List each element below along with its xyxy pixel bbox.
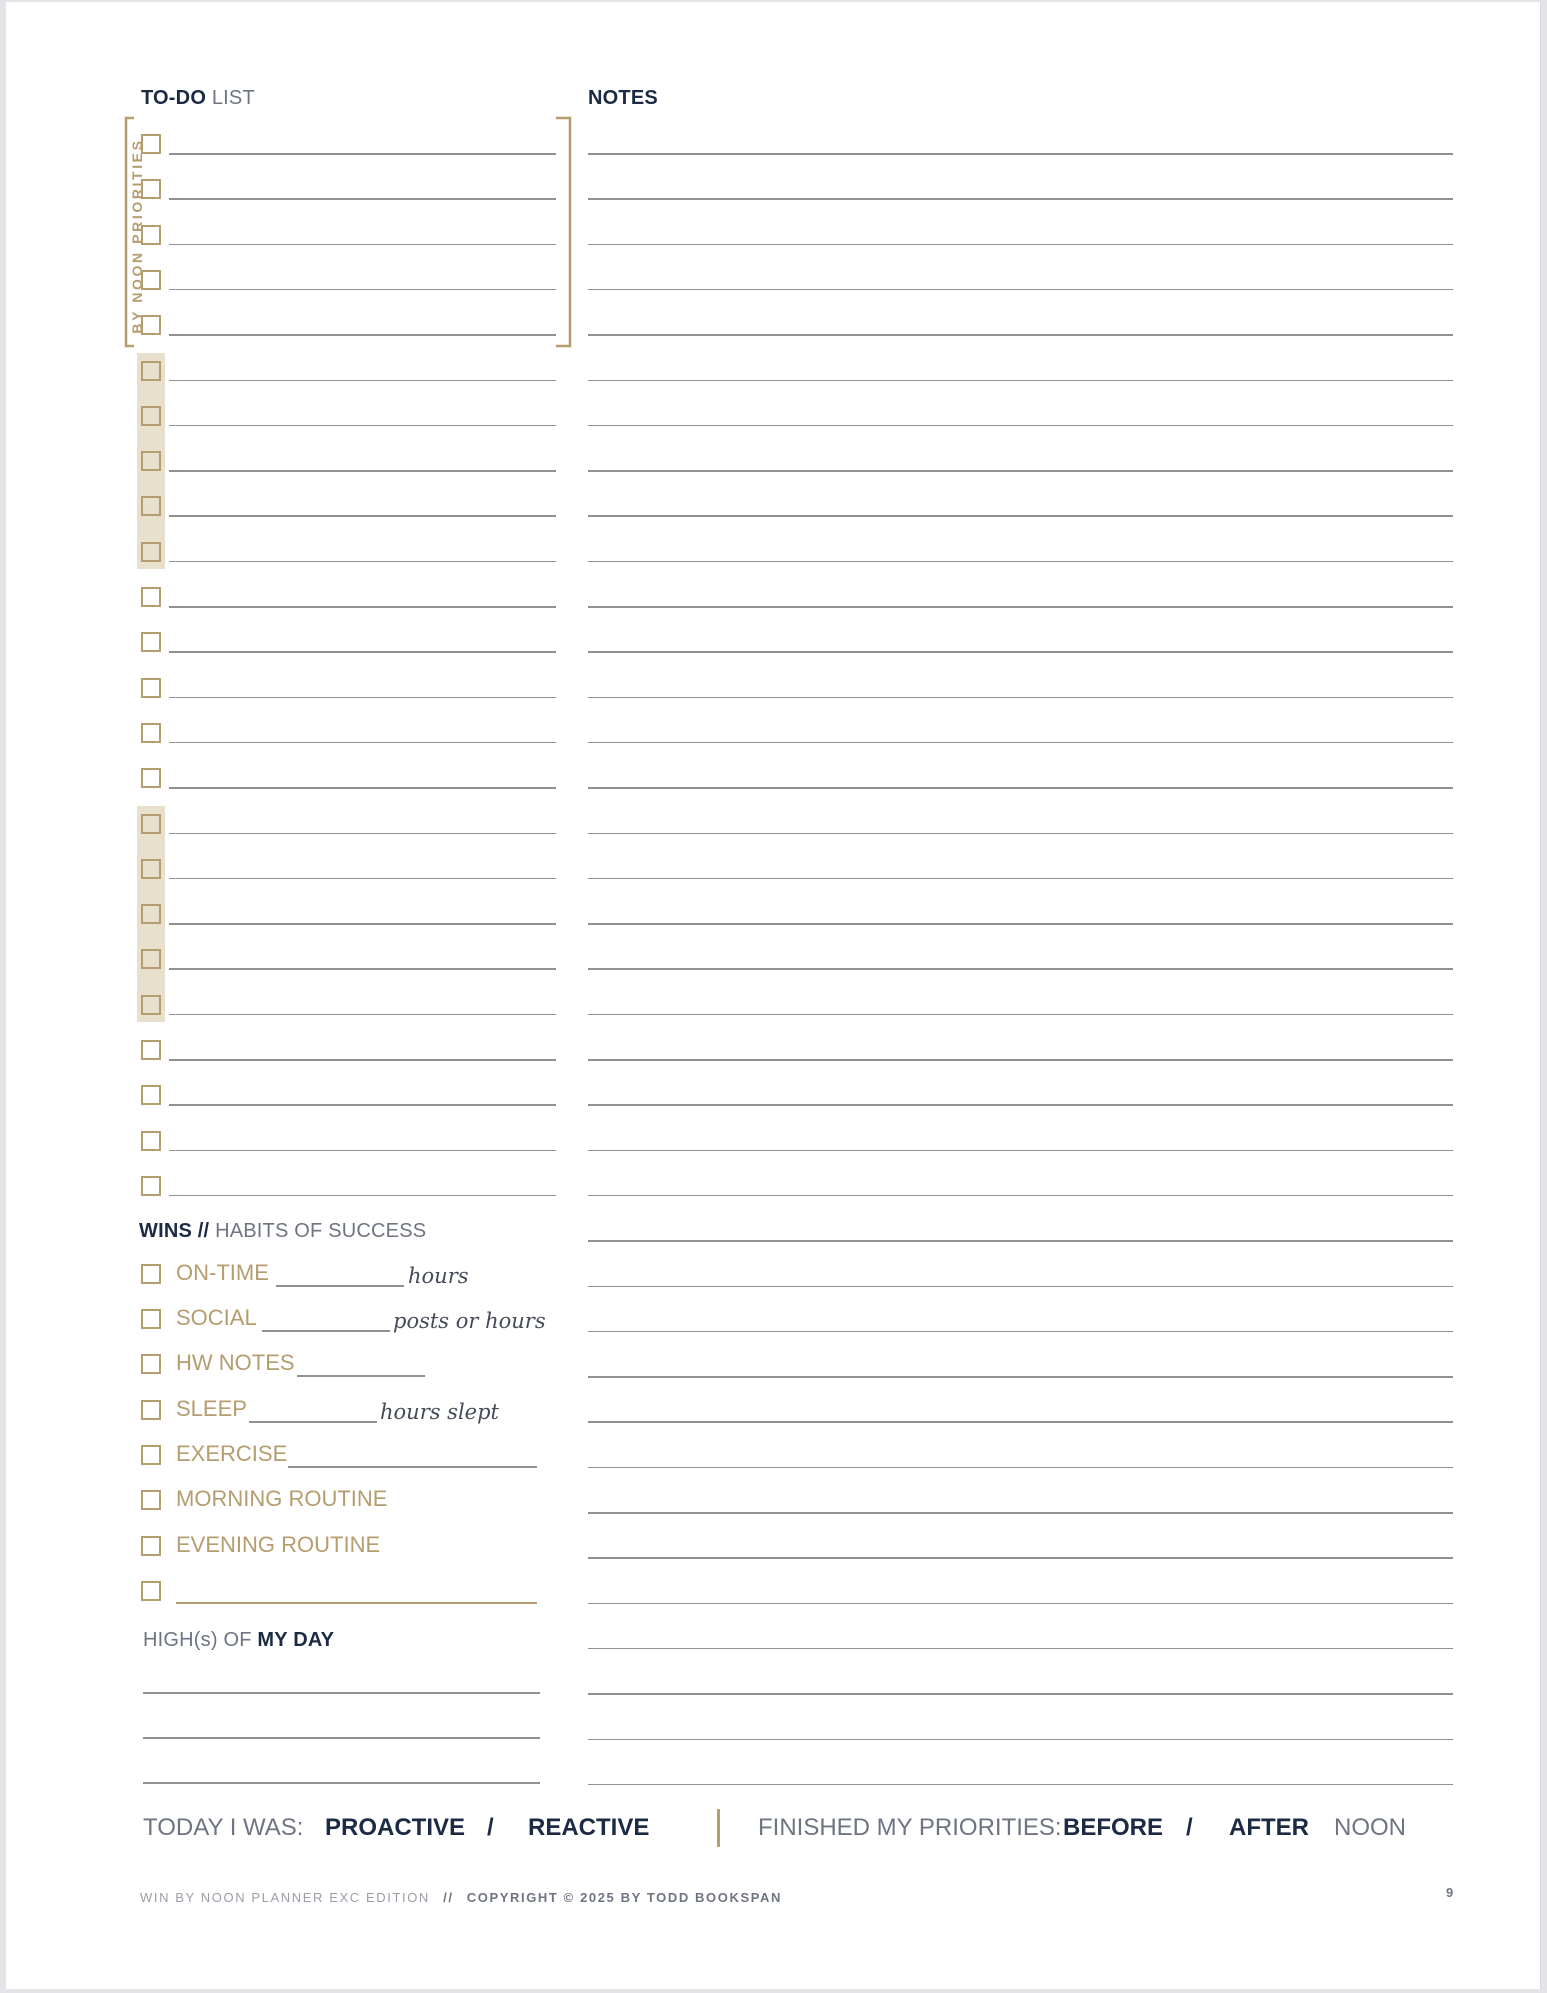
highs-line[interactable] xyxy=(143,1692,540,1694)
habit-label-hw-notes: HW NOTES xyxy=(176,1350,295,1375)
notes-line[interactable] xyxy=(588,1014,1453,1016)
todo-line[interactable] xyxy=(169,742,556,744)
notes-heading-text: NOTES xyxy=(588,87,658,109)
today-i-was-label: TODAY I WAS: xyxy=(143,1814,304,1841)
todo-line[interactable] xyxy=(169,878,556,880)
todo-checkbox[interactable] xyxy=(141,1131,161,1151)
habit-checkbox-custom[interactable] xyxy=(141,1581,161,1601)
habit-unit-sleep: hours slept xyxy=(380,1400,499,1424)
after-option[interactable]: AFTER xyxy=(1229,1814,1309,1841)
todo-line[interactable] xyxy=(169,244,556,246)
todo-line[interactable] xyxy=(169,289,556,291)
highs-heading-bold: MY DAY xyxy=(257,1629,335,1651)
highs-heading xyxy=(143,1629,334,1652)
notes-line[interactable] xyxy=(588,1784,1453,1786)
todo-line[interactable] xyxy=(169,968,556,970)
highs-heading-light: HIGH(s) OF xyxy=(143,1629,252,1651)
todo-checkbox[interactable] xyxy=(141,134,161,154)
reactive-option[interactable]: REACTIVE xyxy=(528,1814,650,1841)
notes-line[interactable] xyxy=(588,968,1453,970)
before-option[interactable]: BEFORE xyxy=(1063,1814,1164,1841)
notes-line[interactable] xyxy=(588,742,1453,744)
todo-line[interactable] xyxy=(169,606,556,608)
notes-line[interactable] xyxy=(588,1104,1453,1106)
notes-line[interactable] xyxy=(588,1739,1453,1741)
todo-checkbox[interactable] xyxy=(141,587,161,607)
habit-input-line-exercise[interactable] xyxy=(288,1466,537,1468)
todo-checkbox[interactable] xyxy=(141,904,161,924)
todo-checkbox[interactable] xyxy=(141,678,161,698)
notes-line[interactable] xyxy=(588,1648,1453,1650)
notes-line[interactable] xyxy=(588,923,1453,925)
habit-checkbox-evening-routine[interactable] xyxy=(141,1536,161,1556)
edition-text: WIN BY NOON PLANNER EXC EDITION xyxy=(140,1890,430,1905)
todo-checkbox[interactable] xyxy=(141,315,161,335)
highs-line[interactable] xyxy=(143,1737,540,1739)
notes-line[interactable] xyxy=(588,561,1453,563)
notes-line[interactable] xyxy=(588,1376,1453,1378)
wins-heading-separator: // xyxy=(197,1220,210,1242)
notes-line[interactable] xyxy=(588,198,1453,200)
todo-checkbox[interactable] xyxy=(141,496,161,516)
todo-line[interactable] xyxy=(169,787,556,789)
notes-line[interactable] xyxy=(588,1286,1453,1288)
todo-checkbox[interactable] xyxy=(141,179,161,199)
habit-custom-input-line[interactable] xyxy=(176,1602,537,1604)
todo-line[interactable] xyxy=(169,1195,556,1197)
notes-line[interactable] xyxy=(588,651,1453,653)
todo-line[interactable] xyxy=(169,1150,556,1152)
noon-label: NOON xyxy=(1334,1814,1406,1841)
habit-input-line-hw-notes[interactable] xyxy=(297,1375,425,1377)
notes-line[interactable] xyxy=(588,334,1453,336)
todo-line[interactable] xyxy=(169,1059,556,1061)
todo-heading-bold: TO-DO xyxy=(141,87,207,109)
todo-checkbox[interactable] xyxy=(141,632,161,652)
habit-checkbox-exercise[interactable] xyxy=(141,1445,161,1465)
notes-line[interactable] xyxy=(588,289,1453,291)
habit-input-line-social[interactable] xyxy=(262,1330,390,1332)
notes-line[interactable] xyxy=(588,1603,1453,1605)
notes-line[interactable] xyxy=(588,1150,1453,1152)
todo-checkbox[interactable] xyxy=(141,723,161,743)
notes-line[interactable] xyxy=(588,1512,1453,1514)
copyright-text: COPYRIGHT © 2025 BY TODD BOOKSPAN xyxy=(466,1890,782,1905)
highs-line[interactable] xyxy=(143,1782,540,1784)
todo-heading xyxy=(141,87,255,110)
notes-heading xyxy=(588,87,658,110)
notes-line[interactable] xyxy=(588,515,1453,517)
proactive-option[interactable]: PROACTIVE xyxy=(325,1814,466,1841)
notes-line[interactable] xyxy=(588,425,1453,427)
notes-line[interactable] xyxy=(588,1693,1453,1695)
notes-line[interactable] xyxy=(588,1421,1453,1423)
todo-line[interactable] xyxy=(169,561,556,563)
wins-heading xyxy=(139,1220,426,1243)
todo-line[interactable] xyxy=(169,334,556,336)
wins-heading-light: HABITS OF SUCCESS xyxy=(215,1220,427,1242)
footer-divider xyxy=(717,1809,720,1847)
todo-checkbox[interactable] xyxy=(141,406,161,426)
footer-slash: / xyxy=(487,1814,494,1841)
notes-line[interactable] xyxy=(588,1240,1453,1242)
habit-label-on-time: ON-TIME xyxy=(176,1260,269,1285)
notes-line[interactable] xyxy=(588,697,1453,699)
footer-slash: / xyxy=(1186,1814,1193,1841)
todo-line[interactable] xyxy=(169,1104,556,1106)
habit-label-exercise: EXERCISE xyxy=(176,1441,288,1466)
habit-checkbox-social[interactable] xyxy=(141,1309,161,1329)
todo-line[interactable] xyxy=(169,470,556,472)
habit-label-social: SOCIAL xyxy=(176,1305,257,1330)
todo-checkbox[interactable] xyxy=(141,949,161,969)
notes-line[interactable] xyxy=(588,606,1453,608)
todo-heading-light: LIST xyxy=(211,87,255,109)
notes-line[interactable] xyxy=(588,244,1453,246)
habit-input-line-on-time[interactable] xyxy=(276,1285,404,1287)
todo-checkbox[interactable] xyxy=(141,814,161,834)
notes-line[interactable] xyxy=(588,878,1453,880)
by-noon-priorities-label: BY NOON PRIORITIES xyxy=(129,135,145,336)
todo-line[interactable] xyxy=(169,697,556,699)
todo-line[interactable] xyxy=(169,425,556,427)
notes-line[interactable] xyxy=(588,1059,1453,1061)
notes-line[interactable] xyxy=(588,787,1453,789)
finished-priorities-label: FINISHED MY PRIORITIES: xyxy=(758,1814,1062,1841)
todo-checkbox[interactable] xyxy=(141,995,161,1015)
todo-checkbox[interactable] xyxy=(141,270,161,290)
todo-checkbox[interactable] xyxy=(141,1040,161,1060)
todo-checkbox[interactable] xyxy=(141,768,161,788)
todo-line[interactable] xyxy=(169,153,556,155)
habit-label-morning-routine: MORNING ROUTINE xyxy=(176,1486,388,1511)
habit-checkbox-hw-notes[interactable] xyxy=(141,1354,161,1374)
copyright-separator: // xyxy=(443,1890,454,1905)
notes-line[interactable] xyxy=(588,153,1453,155)
habit-checkbox-on-time[interactable] xyxy=(141,1264,161,1284)
habit-checkbox-sleep[interactable] xyxy=(141,1400,161,1420)
notes-line[interactable] xyxy=(588,1557,1453,1559)
notes-line[interactable] xyxy=(588,1331,1453,1333)
copyright-line xyxy=(140,1890,782,1905)
habit-unit-social: posts or hours xyxy=(393,1309,546,1333)
notes-line[interactable] xyxy=(588,380,1453,382)
notes-line[interactable] xyxy=(588,1467,1453,1469)
planner-page xyxy=(6,2,1541,1989)
todo-checkbox[interactable] xyxy=(141,361,161,381)
todo-line[interactable] xyxy=(169,1014,556,1016)
notes-line[interactable] xyxy=(588,470,1453,472)
todo-line[interactable] xyxy=(169,923,556,925)
todo-checkbox[interactable] xyxy=(141,225,161,245)
todo-checkbox[interactable] xyxy=(141,451,161,471)
notes-line[interactable] xyxy=(588,1195,1453,1197)
notes-line[interactable] xyxy=(588,833,1453,835)
todo-checkbox[interactable] xyxy=(141,542,161,562)
habit-unit-on-time: hours xyxy=(408,1264,469,1288)
habit-label-evening-routine: EVENING ROUTINE xyxy=(176,1532,381,1557)
todo-line[interactable] xyxy=(169,833,556,835)
todo-checkbox[interactable] xyxy=(141,1085,161,1105)
page-number: 9 xyxy=(1446,1885,1454,1900)
todo-line[interactable] xyxy=(169,198,556,200)
todo-checkbox[interactable] xyxy=(141,1176,161,1196)
habit-input-line-sleep[interactable] xyxy=(249,1421,377,1423)
todo-line[interactable] xyxy=(169,651,556,653)
habit-checkbox-morning-routine[interactable] xyxy=(141,1490,161,1510)
by-noon-priorities-bracket xyxy=(118,116,578,351)
wins-heading-bold: WINS xyxy=(139,1220,193,1242)
todo-line[interactable] xyxy=(169,380,556,382)
todo-line[interactable] xyxy=(169,515,556,517)
habit-label-sleep: SLEEP xyxy=(176,1396,247,1421)
todo-checkbox[interactable] xyxy=(141,859,161,879)
